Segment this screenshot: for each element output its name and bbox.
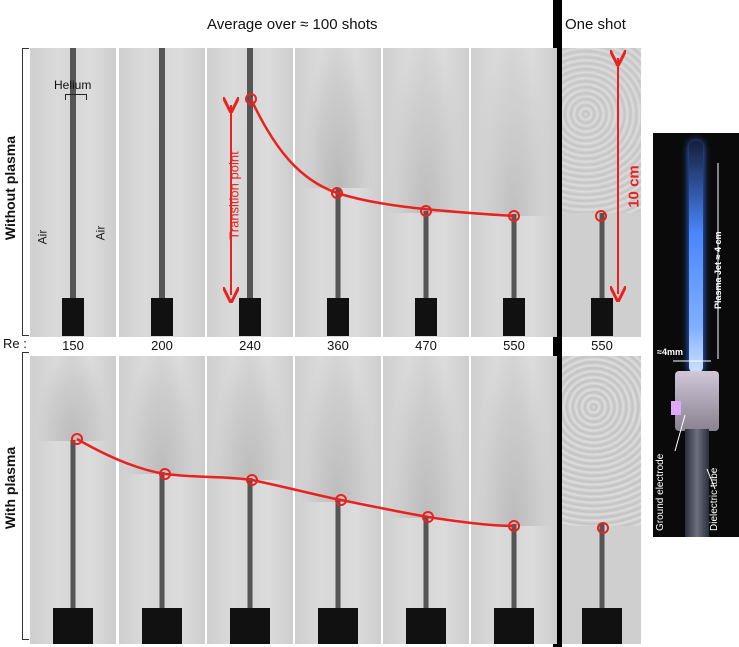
transition-curve-top: [246, 94, 606, 221]
header-one-shot: One shot: [565, 16, 626, 33]
transition-curve-line: [77, 439, 514, 526]
re-prefix: Re :: [3, 336, 27, 351]
ten-cm-label: 10 cm: [625, 165, 643, 208]
re-value: 470: [415, 338, 437, 353]
row-label-with-plasma: With plasma: [2, 446, 18, 530]
air-label-right: Air: [93, 225, 108, 241]
re-value: 550: [503, 338, 525, 353]
transition-curve-line: [251, 99, 514, 216]
re-value: 360: [327, 338, 349, 353]
transition-point-marker: [421, 206, 431, 216]
plasma-jet-photo: [653, 133, 739, 537]
re-value: 200: [151, 338, 173, 353]
ground-electrode-label: Ground electrode: [655, 453, 666, 531]
helium-label: Helium: [54, 78, 92, 92]
dielectric-tube-label: Dielectric tube: [709, 467, 720, 531]
re-value: 150: [62, 338, 84, 353]
air-label-left: Air: [35, 229, 50, 245]
re-value: 550: [591, 338, 613, 353]
plasma-jet-length-label: Plasma Jet ≈ 4 cm: [713, 231, 723, 309]
transition-point-label: Transition point: [226, 151, 242, 240]
transition-point-marker: [596, 211, 606, 221]
re-value: 240: [239, 338, 261, 353]
header-average: Average over ≈ 100 shots: [207, 16, 378, 33]
row-label-without-plasma: Without plasma: [2, 135, 18, 241]
diameter-label: ≈4mm: [657, 347, 683, 357]
transition-point-marker: [598, 523, 608, 533]
transition-curve-bottom: [72, 434, 608, 533]
